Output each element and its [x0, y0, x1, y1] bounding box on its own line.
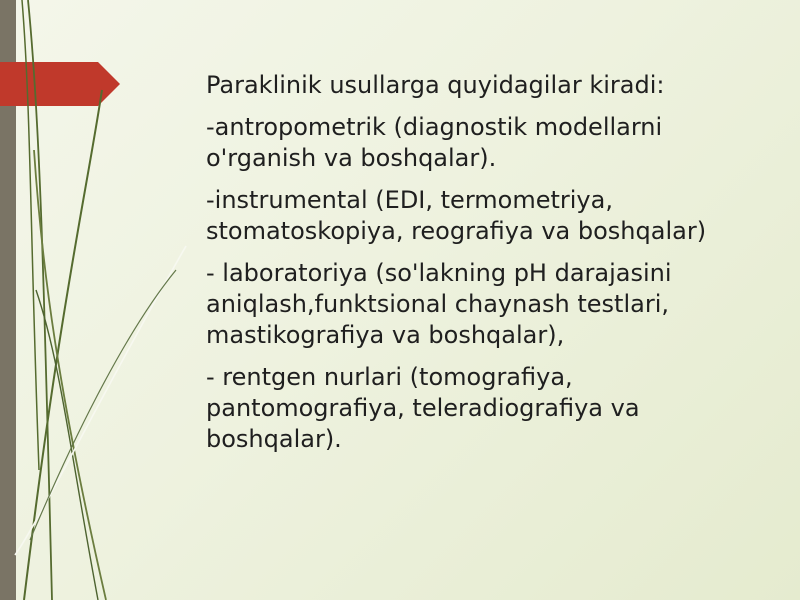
list-item	[176, 362, 736, 455]
bullet-list	[176, 70, 736, 455]
decorative-line	[15, 246, 186, 555]
bullet-text: - laboratoriya (so'lakning pH darajasini aniqlash,funktsional chaynash testlari, mastikografiya va boshqalar),	[206, 259, 672, 349]
accent-arrow	[0, 62, 120, 106]
left-decorative-bar	[0, 0, 16, 600]
bullet-text: Paraklinik usullarga quyidagilar kiradi:	[206, 71, 665, 99]
decorative-line	[30, 270, 176, 540]
decorative-line	[24, 90, 102, 600]
list-item	[176, 112, 736, 174]
list-item	[176, 258, 736, 351]
decorative-line	[36, 290, 98, 600]
bullet-content	[176, 70, 736, 466]
bullet-text: - rentgen nurlari (tomografiya, pantomografiya, teleradiografiya va boshqalar).	[206, 363, 640, 453]
decorative-line	[28, 0, 52, 600]
list-item	[176, 70, 736, 101]
bullet-text: -instrumental (EDI, termometriya, stomatoskopiya, reografiya va boshqalar)	[206, 186, 707, 245]
list-item	[176, 185, 736, 247]
decorative-line	[34, 150, 106, 600]
decorative-line	[22, 0, 39, 470]
bullet-text: -antropometrik (diagnostik modellarni o'rganish va boshqalar).	[206, 113, 663, 172]
